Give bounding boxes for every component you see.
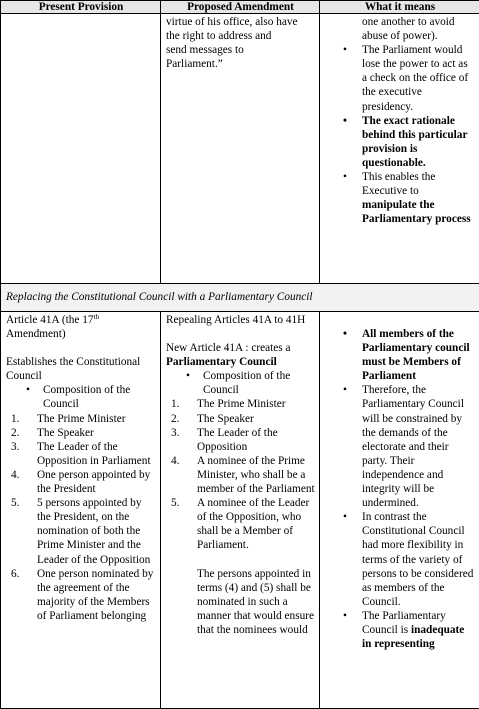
meaning-bold-text: inadequate in representing	[362, 624, 464, 650]
present-article-end: Amendment)	[6, 327, 156, 341]
member-text: The Speaker	[37, 427, 94, 439]
section-divider-row	[1, 284, 479, 312]
list-item	[43, 383, 156, 411]
composition-text: Composition of the Council	[43, 384, 130, 410]
meaning-text: The Parliamentary Council is	[362, 610, 446, 636]
list-item: 3. The Leader of the Opposition in Parliament	[37, 440, 156, 468]
list-item	[362, 327, 475, 383]
member-text: The Prime Minister	[37, 413, 125, 425]
member-text: The Leader of the Opposition in Parliament	[37, 441, 151, 467]
cell-what-it-means	[320, 312, 479, 709]
list-item: 5. A nominee of the Leader of the Opposition, who shall be a Member of Parliament.	[197, 496, 315, 552]
composition-text: Composition of the Council	[203, 370, 290, 396]
proposed-members-list	[166, 397, 315, 552]
article-superscript: th	[94, 313, 99, 321]
list-item: 4. One person appointed by the President	[37, 468, 156, 496]
meaning-text: This enables the Executive to	[362, 171, 435, 197]
continued-text: one another to avoid abuse of power).	[362, 16, 455, 42]
list-item	[362, 114, 475, 170]
proposed-composition-list	[166, 369, 315, 397]
proposed-closing: The persons appointed in terms (4) and (5) shall be nominated in such a manner that would ensure that the nominees would	[166, 567, 315, 637]
proposed-line: the right to address and	[166, 29, 315, 43]
list-item: 3. The Leader of the Opposition	[197, 426, 315, 454]
proposed-new-article-bold: Parliamentary Council	[166, 355, 315, 369]
section-title: Replacing the Constitutional Council with a Parliamentary Council	[1, 284, 479, 312]
list-item	[362, 170, 475, 226]
proposed-line: virtue of his office, also have	[166, 15, 315, 29]
list-item: 4. A nominee of the Prime Minister, who shall be a member of the Parliament	[197, 454, 315, 496]
list-item: 5. 5 persons appointed by the President, on the nomination of both the Prime Minister and the Leader of the Opposition	[37, 496, 156, 566]
spacer	[166, 553, 315, 567]
header-present-provision: Present Provision	[1, 1, 161, 14]
member-text: The Leader of the Opposition	[197, 427, 278, 453]
cell-present-provision	[1, 312, 161, 709]
proposed-line: Parliament.”	[166, 57, 315, 71]
member-text: A nominee of the Leader of the Opposition, who shall be a Member of Parliament.	[197, 497, 309, 551]
present-article	[6, 313, 156, 327]
list-item: 2. The Speaker	[37, 426, 156, 440]
list-item: 1. The Prime Minister	[37, 412, 156, 426]
proposed-new-article: New Article 41A : creates a	[166, 341, 315, 355]
proposed-line: send messages to	[166, 43, 315, 57]
meaning-text: The Parliament would lose the power to act as a check on the office of the executive presidency.	[362, 44, 468, 112]
list-item	[362, 383, 475, 510]
present-members-list	[6, 412, 156, 623]
cell-meaning-continued	[320, 14, 479, 284]
member-text: 5 persons appointed by the President, on the nomination of both the Prime Minister and the Leader of the Opposition	[37, 497, 150, 565]
list-item	[203, 369, 315, 397]
spacer	[166, 327, 315, 341]
list-item	[362, 15, 475, 43]
meaning-text: The exact rationale behind this particular provision is questionable.	[362, 115, 467, 169]
list-item	[362, 609, 475, 651]
meaning-text: Therefore, the Parliamentary Council will be constrained by the demands of the electorate and their party. Their independence and integrity will be undermined.	[362, 384, 464, 509]
member-text: The Prime Minister	[197, 398, 285, 410]
cell-proposed-continued	[161, 14, 320, 284]
list-item: 2. The Speaker	[197, 412, 315, 426]
list-item	[362, 510, 475, 609]
header-what-it-means: What it means	[320, 1, 479, 14]
member-text: One person appointed by the President	[37, 469, 150, 495]
meaning-text: All members of the Parliamentary council must be Members of Parliament	[362, 328, 470, 382]
proposed-repeal: Repealing Articles 41A to 41H	[166, 313, 315, 327]
member-text: One person nominated by the agreement of the majority of the Members of Parliament belonging	[37, 568, 153, 622]
cell-present-continued	[1, 14, 161, 284]
member-text: A nominee of the Prime Minister, who shall be a member of the Parliament	[197, 455, 315, 495]
list-item: 6. One person nominated by the agreement of the majority of the Members of Parliament belonging	[37, 567, 156, 623]
meaning-list-continued	[325, 15, 475, 226]
table-header-row	[1, 1, 479, 14]
table-row-council	[1, 312, 479, 709]
article-text: Article 41A (the 17	[6, 314, 94, 326]
list-item	[362, 43, 475, 113]
spacer	[325, 313, 475, 327]
meaning-text: In contrast the Constitutional Council had more flexibility in terms of the variety of persons to be considered as members of the Council.	[362, 511, 473, 608]
meaning-bold-text: manipulate the Parliamentary process	[362, 199, 471, 225]
meaning-list	[325, 327, 475, 651]
table-row-continued	[1, 14, 479, 284]
list-item: 1. The Prime Minister	[197, 397, 315, 411]
present-composition-list	[6, 383, 156, 411]
spacer	[6, 341, 156, 355]
member-text: The Speaker	[197, 413, 254, 425]
cell-proposed-amendment	[161, 312, 320, 709]
header-proposed-amendment: Proposed Amendment	[161, 1, 320, 14]
present-establishes: Establishes the Constitutional Council	[6, 355, 156, 383]
